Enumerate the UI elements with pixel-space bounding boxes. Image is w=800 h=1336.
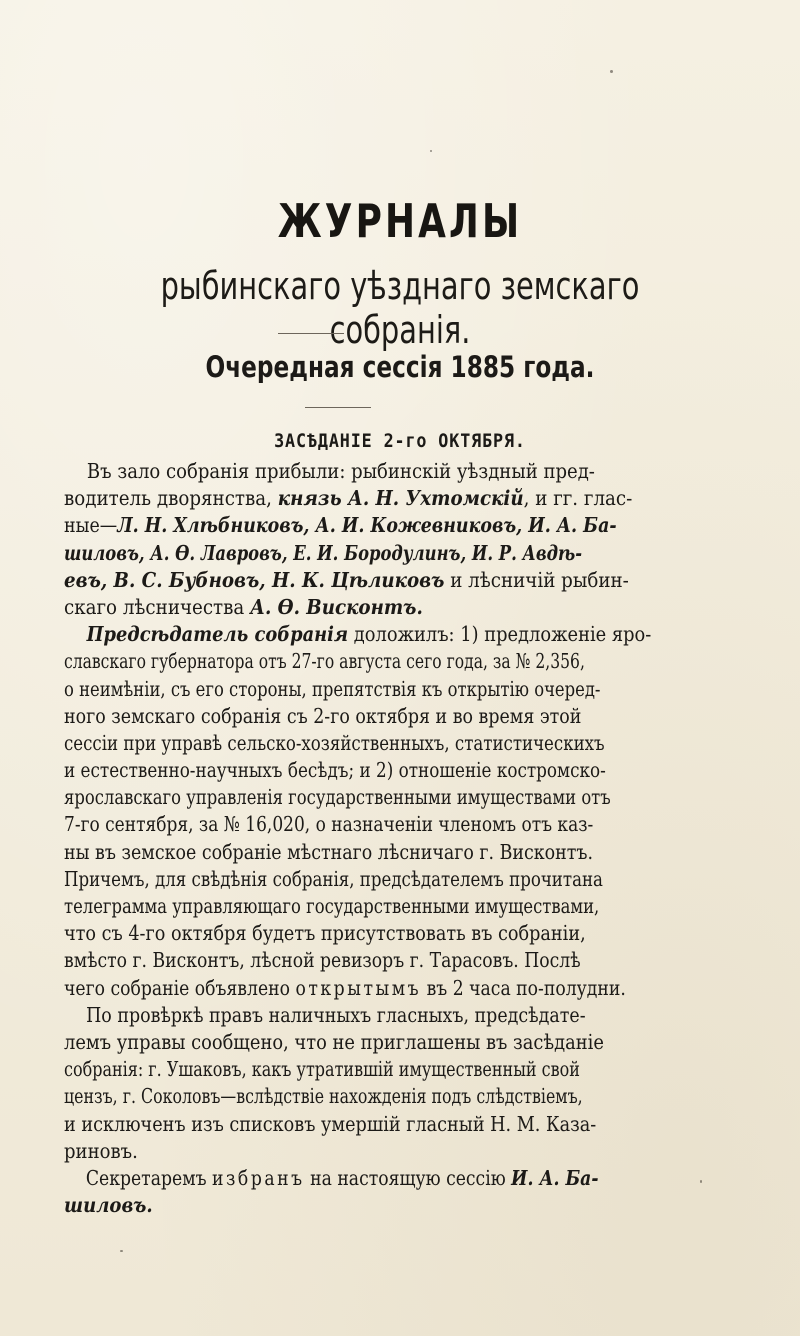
text-line — [64, 920, 586, 947]
text-span: цензъ, г. Соколовъ—вслѣдствіе нахожденія подъ слѣдствіемъ, — [64, 1084, 583, 1109]
text-span: , и гг. глас- — [523, 486, 633, 511]
text-line — [64, 1002, 586, 1029]
session-divider-rule — [305, 407, 371, 408]
secretary-name: И. А. Ба- — [511, 1165, 599, 1190]
text-span: 7-го сентября, за № 16,020, о назначеніи членомъ отъ каз- — [64, 812, 594, 837]
paper-speck — [700, 1180, 702, 1183]
text-line — [64, 757, 606, 784]
text-span: на настоящую сессію — [304, 1165, 512, 1190]
text-line — [64, 512, 617, 539]
journal-subtitle: рыбинскаго уѣзднаго земскаго собранія. — [160, 264, 640, 352]
text-line — [64, 458, 595, 485]
forester-name: А. Ѳ. Висконтъ. — [250, 594, 423, 619]
text-line — [64, 839, 594, 866]
text-line — [64, 567, 629, 594]
member-names: евъ, В. С. Бубновъ, Н. К. Цѣликовъ — [64, 567, 445, 592]
text-span: и исключенъ изъ списковъ умершій гласный Н. М. Каза- — [64, 1111, 597, 1136]
text-line — [64, 893, 600, 920]
text-line — [64, 975, 626, 1002]
text-span: По провѣркѣ правъ наличныхъ гласныхъ, предсѣдате- — [86, 1002, 586, 1027]
spaced-word: открытымъ — [295, 975, 422, 1000]
text-span: о неимѣніи, съ его стороны, препятствія къ открытію очеред- — [64, 676, 601, 701]
text-span: чего собраніе объявлено — [64, 975, 296, 1000]
text-line — [64, 676, 601, 703]
text-span: телеграмма управляющаго государственными имуществами, — [64, 894, 600, 918]
text-span: ярославскаго управленія государственными имуществами отъ — [64, 785, 611, 810]
secretary-name: шиловъ. — [64, 1193, 153, 1218]
text-span: ного земскаго собранія съ 2-го октября и во время этой — [64, 703, 582, 728]
paper-speck — [430, 150, 432, 152]
text-span: и лѣсничій рыбин- — [444, 567, 629, 592]
text-line — [64, 1056, 580, 1083]
text-line — [64, 866, 603, 893]
text-span: скаго лѣсничества — [64, 594, 251, 619]
meeting-heading: ЗАСѢДАНІЕ 2-го ОКТЯБРЯ. — [274, 430, 526, 452]
text-span: сессіи при управѣ сельско-хозяйственныхъ, статистическихъ — [64, 730, 605, 755]
text-span: лемъ управы сообщено, что не приглашены въ засѣданіе — [64, 1029, 604, 1054]
text-line — [64, 947, 581, 974]
chair-title: Предсѣдатель собранія — [86, 622, 349, 647]
chairman-name: князь А. Н. Ухтомскій — [277, 486, 524, 511]
text-span: славскаго губернатора отъ 27-го августа сего года, за № 2,356, — [64, 649, 585, 674]
paper-speck — [610, 70, 613, 73]
text-line — [64, 1029, 604, 1056]
text-span: ны въ земское собраніе мѣстнаго лѣсничаго г. Висконтъ. — [64, 839, 594, 864]
paper-speck — [120, 1250, 123, 1252]
text-span: водитель дворянства, — [64, 486, 278, 511]
text-line — [64, 540, 583, 567]
text-span: Причемъ, для свѣдѣнія собранія, предсѣдателемъ прочитана — [64, 866, 603, 891]
title-divider-rule — [278, 333, 344, 334]
member-names: Л. Н. Хлѣбниковъ, А. И. Кожевниковъ, И. А. Ба- — [117, 513, 617, 538]
text-span: въ 2 часа по-полудни. — [421, 975, 626, 1000]
text-span: и естественно-научныхъ бесѣдъ; и 2) отношеніе костромско- — [64, 758, 606, 783]
text-line — [64, 1083, 583, 1110]
text-span: вмѣсто г. Висконтъ, лѣсной ревизоръ г. Тарасовъ. Послѣ — [64, 948, 581, 973]
text-span: риновъ. — [64, 1138, 138, 1163]
text-span: доложилъ: 1) предложеніе яро- — [348, 622, 652, 647]
session-heading: Очередная сессія 1885 года. — [205, 350, 595, 384]
text-line — [64, 811, 594, 838]
journal-title: ЖУРНАЛЫ — [277, 194, 523, 248]
text-line — [64, 648, 585, 675]
journal-body — [64, 458, 652, 1219]
text-line — [64, 1165, 599, 1192]
text-line — [64, 1192, 564, 1219]
member-names: шиловъ, А. Ѳ. Лавровъ, Е. И. Бородулинъ, И. Р. Авдѣ- — [64, 540, 583, 565]
text-line — [64, 594, 570, 621]
text-span: Въ зало собранія прибыли: рыбинскій уѣздный пред- — [86, 459, 595, 483]
text-span: что съ 4-го октября будетъ присутствовать въ собраніи, — [64, 921, 586, 946]
text-line — [64, 703, 582, 730]
text-line — [64, 621, 652, 648]
text-line — [64, 730, 605, 757]
text-line — [64, 485, 633, 512]
spaced-word: избранъ — [212, 1165, 305, 1190]
text-line — [64, 784, 611, 811]
text-span: собранія: г. Ушаковъ, какъ утратившій имущественный свой — [64, 1057, 580, 1082]
text-span: Секретаремъ — [85, 1165, 213, 1190]
text-span: ные— — [64, 513, 118, 538]
text-line — [64, 1138, 564, 1165]
text-line — [64, 1111, 597, 1138]
